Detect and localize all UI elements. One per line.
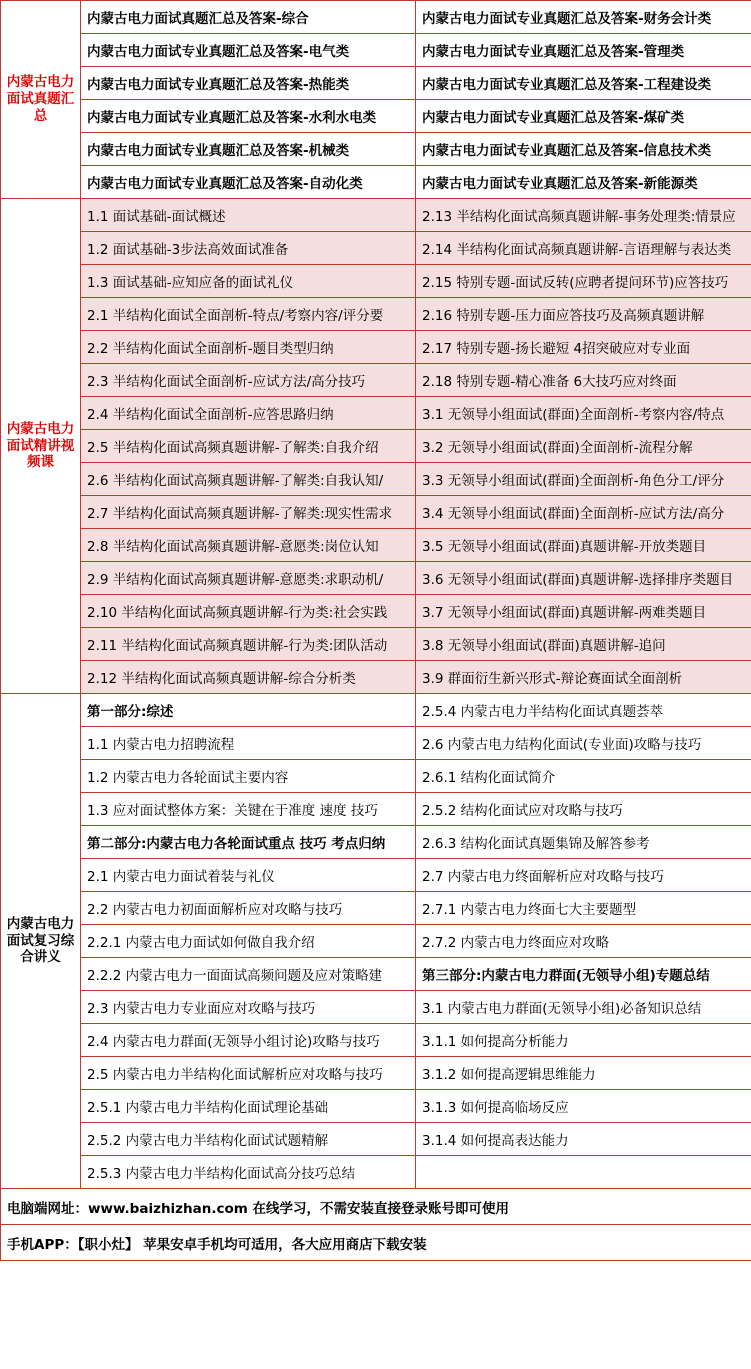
- section2-left-item: 2.7 半结构化面试高频真题讲解-了解类:现实性需求: [81, 496, 416, 529]
- section3-right-item: 2.5.4 内蒙古电力半结构化面试真题荟萃: [416, 694, 751, 727]
- section3-left-item: 2.2.2 内蒙古电力一面面试高频问题及应对策略建: [81, 958, 416, 991]
- section3-left-item: 2.5.3 内蒙古电力半结构化面试高分技巧总结: [81, 1156, 416, 1189]
- section1-right-item: 内蒙古电力面试专业真题汇总及答案-新能源类: [416, 166, 751, 199]
- section2-row: [1, 595, 751, 628]
- section3-left-item: 2.3 内蒙古电力专业面应对攻略与技巧: [81, 991, 416, 1024]
- section1-row: [1, 100, 751, 133]
- section2-left-item: 1.3 面试基础-应知应备的面试礼仪: [81, 265, 416, 298]
- section1-left-item: 内蒙古电力面试专业真题汇总及答案-机械类: [81, 133, 416, 166]
- section3-left-item: 2.5.2 内蒙古电力半结构化面试试题精解: [81, 1123, 416, 1156]
- section2-right-item: 2.17 特别专题-扬长避短 4招突破应对专业面: [416, 331, 751, 364]
- section2-right-item: 2.13 半结构化面试高频真题讲解-事务处理类:情景应: [416, 199, 751, 232]
- section3-left-item: 第一部分:综述: [81, 694, 416, 727]
- section2-right-item: 3.5 无领导小组面试(群面)真题讲解-开放类题目: [416, 529, 751, 562]
- section2-right-item: 3.8 无领导小组面试(群面)真题讲解-追问: [416, 628, 751, 661]
- section3-row: [1, 991, 751, 1024]
- section2-row: [1, 529, 751, 562]
- section3-row: [1, 727, 751, 760]
- section2-row: [1, 364, 751, 397]
- section1-row: [1, 34, 751, 67]
- section2-row: [1, 199, 751, 232]
- section2-row: [1, 661, 751, 694]
- section3-right-item: 2.7.2 内蒙古电力终面应对攻略: [416, 925, 751, 958]
- section1-left-item: 内蒙古电力面试专业真题汇总及答案-电气类: [81, 34, 416, 67]
- section3-left-item: 2.5 内蒙古电力半结构化面试解析应对攻略与技巧: [81, 1057, 416, 1090]
- section2-left-item: 1.2 面试基础-3步法高效面试准备: [81, 232, 416, 265]
- section3-right-item: [416, 1156, 751, 1189]
- section2-right-item: 3.3 无领导小组面试(群面)全面剖析-角色分工/评分: [416, 463, 751, 496]
- section3-row: [1, 1024, 751, 1057]
- section2-row: [1, 430, 751, 463]
- section3-right-item: 3.1 内蒙古电力群面(无领导小组)必备知识总结: [416, 991, 751, 1024]
- section3-label: 内蒙古电力面试复习综合讲义: [1, 694, 81, 1189]
- section3-row: [1, 859, 751, 892]
- section2-row: [1, 265, 751, 298]
- section2-right-item: 3.4 无领导小组面试(群面)全面剖析-应试方法/高分: [416, 496, 751, 529]
- section3-right-item: 第三部分:内蒙古电力群面(无领导小组)专题总结: [416, 958, 751, 991]
- section3-row: [1, 1123, 751, 1156]
- section2-left-item: 2.10 半结构化面试高频真题讲解-行为类:社会实践: [81, 595, 416, 628]
- section2-row: [1, 628, 751, 661]
- section1-row: [1, 1, 751, 34]
- section1-left-item: 内蒙古电力面试专业真题汇总及答案-自动化类: [81, 166, 416, 199]
- section3-right-item: 2.5.2 结构化面试应对攻略与技巧: [416, 793, 751, 826]
- section3-left-item: 第二部分:内蒙古电力各轮面试重点 技巧 考点归纳: [81, 826, 416, 859]
- section2-row: [1, 331, 751, 364]
- section3-left-item: 1.2 内蒙古电力各轮面试主要内容: [81, 760, 416, 793]
- section2-right-item: 3.2 无领导小组面试(群面)全面剖析-流程分解: [416, 430, 751, 463]
- section2-row: [1, 463, 751, 496]
- section1-left-item: 内蒙古电力面试专业真题汇总及答案-热能类: [81, 67, 416, 100]
- section2-left-item: 2.5 半结构化面试高频真题讲解-了解类:自我介绍: [81, 430, 416, 463]
- section3-right-item: 3.1.4 如何提高表达能力: [416, 1123, 751, 1156]
- section2-left-item: 2.6 半结构化面试高频真题讲解-了解类:自我认知/: [81, 463, 416, 496]
- section1-right-item: 内蒙古电力面试专业真题汇总及答案-煤矿类: [416, 100, 751, 133]
- section3-row: [1, 1156, 751, 1189]
- footer-row: [1, 1225, 751, 1261]
- section3-row: [1, 958, 751, 991]
- section2-label: 内蒙古电力面试精讲视频课: [1, 199, 81, 694]
- section2-right-item: 2.15 特别专题-面试反转(应聘者提问环节)应答技巧: [416, 265, 751, 298]
- section2-row: [1, 496, 751, 529]
- section2-left-item: 2.12 半结构化面试高频真题讲解-综合分析类: [81, 661, 416, 694]
- section3-left-item: 1.1 内蒙古电力招聘流程: [81, 727, 416, 760]
- section2-right-item: 3.6 无领导小组面试(群面)真题讲解-选择排序类题目: [416, 562, 751, 595]
- section1-row: [1, 166, 751, 199]
- section2-row: [1, 562, 751, 595]
- section3-left-item: 2.2.1 内蒙古电力面试如何做自我介绍: [81, 925, 416, 958]
- section3-right-item: 2.7.1 内蒙古电力终面七大主要题型: [416, 892, 751, 925]
- section3-row: [1, 760, 751, 793]
- section2-right-item: 2.18 特别专题-精心准备 6大技巧应对终面: [416, 364, 751, 397]
- section2-right-item: 3.1 无领导小组面试(群面)全面剖析-考察内容/特点: [416, 397, 751, 430]
- section3-left-item: 2.5.1 内蒙古电力半结构化面试理论基础: [81, 1090, 416, 1123]
- section2-left-item: 2.4 半结构化面试全面剖析-应答思路归纳: [81, 397, 416, 430]
- footer-app-text: 手机APP：【职小灶】 苹果安卓手机均可适用，各大应用商店下载安装: [1, 1225, 751, 1261]
- section3-right-item: 2.6.3 结构化面试真题集锦及解答参考: [416, 826, 751, 859]
- section3-right-item: 3.1.2 如何提高逻辑思维能力: [416, 1057, 751, 1090]
- section1-right-item: 内蒙古电力面试专业真题汇总及答案-工程建设类: [416, 67, 751, 100]
- section1-left-item: 内蒙古电力面试专业真题汇总及答案-水利水电类: [81, 100, 416, 133]
- section2-right-item: 2.14 半结构化面试高频真题讲解-言语理解与表达类: [416, 232, 751, 265]
- section3-left-item: 2.2 内蒙古电力初面面解析应对攻略与技巧: [81, 892, 416, 925]
- section1-row: [1, 133, 751, 166]
- section3-left-item: 1.3 应对面试整体方案：关键在于准度 速度 技巧: [81, 793, 416, 826]
- section2-left-item: 2.11 半结构化面试高频真题讲解-行为类:团队活动: [81, 628, 416, 661]
- section2-left-item: 2.3 半结构化面试全面剖析-应试方法/高分技巧: [81, 364, 416, 397]
- footer-row: [1, 1189, 751, 1225]
- section2-right-item: 3.9 群面衍生新兴形式-辩论赛面试全面剖析: [416, 661, 751, 694]
- section2-row: [1, 397, 751, 430]
- section1-label: 内蒙古电力面试真题汇总: [1, 1, 81, 199]
- section3-right-item: 2.7 内蒙古电力终面解析应对攻略与技巧: [416, 859, 751, 892]
- section3-row: [1, 1090, 751, 1123]
- section1-right-item: 内蒙古电力面试专业真题汇总及答案-管理类: [416, 34, 751, 67]
- section1-right-item: 内蒙古电力面试专业真题汇总及答案-信息技术类: [416, 133, 751, 166]
- footer-website-text: 电脑端网址：www.baizhizhan.com 在线学习，不需安装直接登录账号即可使用: [1, 1189, 751, 1225]
- section2-left-item: 2.9 半结构化面试高频真题讲解-意愿类:求职动机/: [81, 562, 416, 595]
- materials-table-body: [1, 1, 751, 1261]
- section2-right-item: 2.16 特别专题-压力面应答技巧及高频真题讲解: [416, 298, 751, 331]
- section2-left-item: 1.1 面试基础-面试概述: [81, 199, 416, 232]
- section3-right-item: 3.1.3 如何提高临场反应: [416, 1090, 751, 1123]
- section2-row: [1, 298, 751, 331]
- section3-left-item: 2.1 内蒙古电力面试着装与礼仪: [81, 859, 416, 892]
- section3-right-item: 3.1.1 如何提高分析能力: [416, 1024, 751, 1057]
- section1-left-item: 内蒙古电力面试真题汇总及答案-综合: [81, 1, 416, 34]
- section3-row: [1, 826, 751, 859]
- section3-row: [1, 793, 751, 826]
- section2-left-item: 2.1 半结构化面试全面剖析-特点/考察内容/评分要: [81, 298, 416, 331]
- section3-row: [1, 1057, 751, 1090]
- section2-left-item: 2.8 半结构化面试高频真题讲解-意愿类:岗位认知: [81, 529, 416, 562]
- section3-row: [1, 694, 751, 727]
- section2-row: [1, 232, 751, 265]
- section2-right-item: 3.7 无领导小组面试(群面)真题讲解-两难类题目: [416, 595, 751, 628]
- section3-right-item: 2.6 内蒙古电力结构化面试(专业面)攻略与技巧: [416, 727, 751, 760]
- section3-left-item: 2.4 内蒙古电力群面(无领导小组讨论)攻略与技巧: [81, 1024, 416, 1057]
- section3-row: [1, 892, 751, 925]
- section2-left-item: 2.2 半结构化面试全面剖析-题目类型归纳: [81, 331, 416, 364]
- section3-row: [1, 925, 751, 958]
- section1-row: [1, 67, 751, 100]
- section1-right-item: 内蒙古电力面试专业真题汇总及答案-财务会计类: [416, 1, 751, 34]
- section3-right-item: 2.6.1 结构化面试简介: [416, 760, 751, 793]
